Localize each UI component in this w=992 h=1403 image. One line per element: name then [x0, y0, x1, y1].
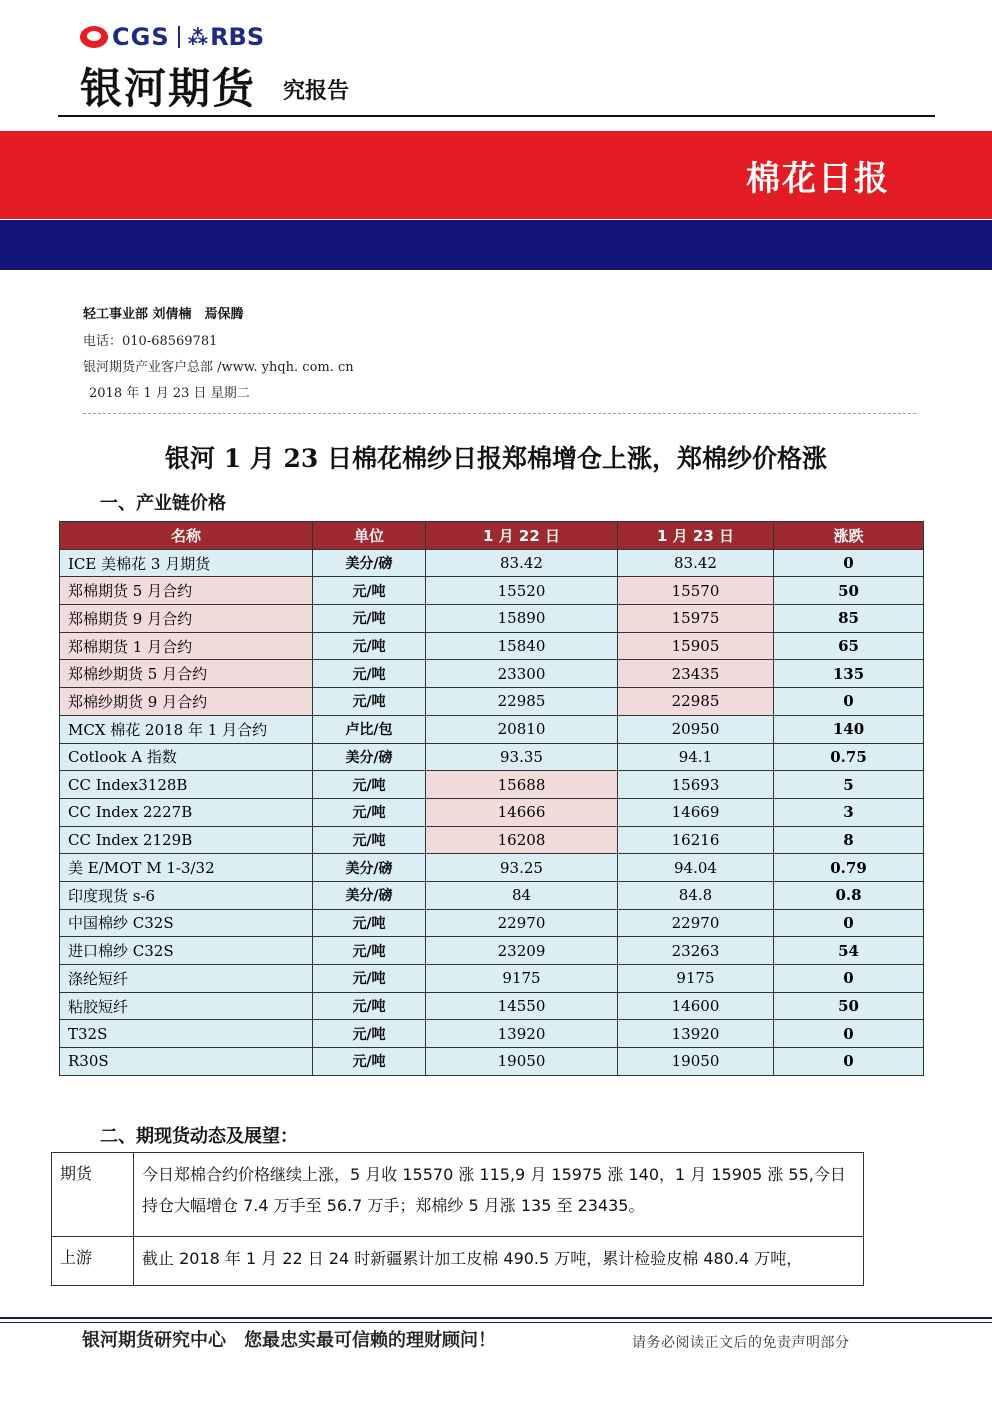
row-jan22: 83.42 — [426, 549, 618, 577]
row-jan23: 9175 — [618, 965, 774, 993]
row-jan22: 19050 — [426, 1048, 618, 1076]
row-change: 0 — [774, 1020, 924, 1048]
row-change: 0.79 — [774, 854, 924, 882]
report-type-title: 棉花日报 — [746, 159, 890, 199]
row-jan23: 94.04 — [618, 854, 774, 882]
col-header-change: 涨跌 — [774, 522, 924, 550]
row-unit: 元/吨 — [313, 577, 426, 605]
table-row — [60, 909, 924, 937]
row-jan23: 23435 — [618, 660, 774, 688]
row-jan22: 14550 — [426, 992, 618, 1020]
footer-rule — [0, 1317, 992, 1319]
row-change: 50 — [774, 992, 924, 1020]
row-jan23: 13920 — [618, 1020, 774, 1048]
row-unit: 元/吨 — [313, 798, 426, 826]
row-unit: 美分/磅 — [313, 743, 426, 771]
row-change: 0 — [774, 688, 924, 716]
row-jan23: 15975 — [618, 605, 774, 633]
row-jan23: 14600 — [618, 992, 774, 1020]
row-name: CC Index 2227B — [60, 798, 313, 826]
brand-name: 银河期货 — [80, 64, 257, 113]
table-row — [60, 937, 924, 965]
row-jan22: 93.25 — [426, 854, 618, 882]
market-dynamics-table — [51, 1152, 864, 1286]
row-unit: 元/吨 — [313, 688, 426, 716]
authors: 轻工事业部 刘倩楠 焉保腾 — [83, 307, 244, 322]
table-row — [60, 632, 924, 660]
row-change: 3 — [774, 798, 924, 826]
table-row — [60, 992, 924, 1020]
row-unit: 元/吨 — [313, 632, 426, 660]
row-jan23: 19050 — [618, 1048, 774, 1076]
row-jan22: 15520 — [426, 577, 618, 605]
row-jan22: 23209 — [426, 937, 618, 965]
row-unit: 美分/磅 — [313, 881, 426, 909]
row-unit: 元/吨 — [313, 1020, 426, 1048]
row-unit: 元/吨 — [313, 965, 426, 993]
row-jan22: 16208 — [426, 826, 618, 854]
row-jan22: 15840 — [426, 632, 618, 660]
table-row — [60, 854, 924, 882]
company-logo — [80, 22, 264, 52]
row-name: 郑棉纱期货 5 月合约 — [60, 660, 313, 688]
website[interactable]: 银河期货产业客户总部 /www. yhqh. com. cn — [83, 360, 354, 375]
row-jan23: 15570 — [618, 577, 774, 605]
row-name: 中国棉纱 C32S — [60, 909, 313, 937]
row-jan22: 20810 — [426, 715, 618, 743]
table-row — [60, 549, 924, 577]
row-name: T32S — [60, 1020, 313, 1048]
dyn-label-upstream: 上游 — [52, 1237, 134, 1286]
row-change: 65 — [774, 632, 924, 660]
table-row — [60, 965, 924, 993]
row-unit: 元/吨 — [313, 826, 426, 854]
row-unit: 元/吨 — [313, 937, 426, 965]
row-jan23: 22970 — [618, 909, 774, 937]
price-table-header — [60, 522, 924, 550]
row-jan23: 23263 — [618, 937, 774, 965]
row-unit: 卢比/包 — [313, 715, 426, 743]
table-row — [60, 577, 924, 605]
navy-band — [0, 220, 992, 270]
logo-cgs-text: CGS — [112, 23, 170, 51]
table-row — [60, 771, 924, 799]
row-unit: 元/吨 — [313, 1048, 426, 1076]
row-name: R30S — [60, 1048, 313, 1076]
section2-heading: 二、期现货动态及展望： — [100, 1126, 298, 1147]
row-change: 5 — [774, 771, 924, 799]
row-name: CC Index 2129B — [60, 826, 313, 854]
row-jan22: 15890 — [426, 605, 618, 633]
row-change: 140 — [774, 715, 924, 743]
footer-slogan: 银河期货研究中心 您最忠实最可信赖的理财顾问！ — [82, 1330, 496, 1351]
row-jan23: 84.8 — [618, 881, 774, 909]
table-row — [60, 798, 924, 826]
row-jan22: 23300 — [426, 660, 618, 688]
row-change: 50 — [774, 577, 924, 605]
footer-disclaimer-note: 请务必阅读正文后的免责声明部分 — [632, 1335, 850, 1351]
table-row — [60, 1048, 924, 1076]
table-row — [60, 605, 924, 633]
table-row — [60, 881, 924, 909]
table-row — [52, 1237, 864, 1286]
table-row — [60, 826, 924, 854]
row-name: 郑棉期货 5 月合约 — [60, 577, 313, 605]
row-name: 涤纶短纤 — [60, 965, 313, 993]
row-unit: 元/吨 — [313, 605, 426, 633]
row-jan22: 93.35 — [426, 743, 618, 771]
section1-heading: 一、产业链价格 — [100, 493, 226, 514]
rbs-mark-icon: ⁂ — [187, 25, 209, 49]
row-unit: 美分/磅 — [313, 854, 426, 882]
row-change: 0 — [774, 965, 924, 993]
table-row — [60, 660, 924, 688]
row-change: 0 — [774, 1048, 924, 1076]
report-title: 银河 1 月 23 日棉花棉纱日报郑棉增仓上涨，郑棉纱价格涨 — [164, 444, 827, 473]
report-date: 2018 年 1 月 23 日 星期二 — [89, 386, 250, 401]
table-row — [52, 1153, 864, 1237]
col-header-unit: 单位 — [313, 522, 426, 550]
row-name: MCX 棉花 2018 年 1 月合约 — [60, 715, 313, 743]
table-row — [60, 715, 924, 743]
row-unit: 元/吨 — [313, 771, 426, 799]
row-jan22: 84 — [426, 881, 618, 909]
row-jan22: 14666 — [426, 798, 618, 826]
row-jan22: 22970 — [426, 909, 618, 937]
logo-rbs-text: RBS — [210, 23, 265, 51]
logo-divider — [178, 26, 180, 48]
row-name: 美 E/MOT M 1-3/32 — [60, 854, 313, 882]
row-change: 8 — [774, 826, 924, 854]
row-change: 0.8 — [774, 881, 924, 909]
row-change: 0 — [774, 549, 924, 577]
col-header-jan22: 1 月 22 日 — [426, 522, 618, 550]
row-jan23: 16216 — [618, 826, 774, 854]
brand-subtitle: 究报告 — [283, 79, 350, 104]
row-name: 郑棉期货 9 月合约 — [60, 605, 313, 633]
row-jan22: 15688 — [426, 771, 618, 799]
red-title-band — [0, 131, 992, 219]
table-row — [60, 688, 924, 716]
row-unit: 元/吨 — [313, 660, 426, 688]
row-unit: 元/吨 — [313, 992, 426, 1020]
row-name: 粘胶短纤 — [60, 992, 313, 1020]
row-jan23: 20950 — [618, 715, 774, 743]
dashed-divider — [83, 413, 916, 414]
header-rule — [58, 115, 935, 117]
row-jan23: 83.42 — [618, 549, 774, 577]
row-name: 进口棉纱 C32S — [60, 937, 313, 965]
table-row — [60, 1020, 924, 1048]
row-change: 85 — [774, 605, 924, 633]
row-name: Cotlook A 指数 — [60, 743, 313, 771]
row-jan23: 14669 — [618, 798, 774, 826]
row-jan23: 15905 — [618, 632, 774, 660]
row-change: 54 — [774, 937, 924, 965]
row-jan22: 9175 — [426, 965, 618, 993]
cgs-swirl-icon — [80, 26, 108, 48]
row-jan23: 94.1 — [618, 743, 774, 771]
phone: 电话：010-68569781 — [83, 334, 218, 349]
row-change: 0.75 — [774, 743, 924, 771]
row-jan22: 13920 — [426, 1020, 618, 1048]
row-name: CC Index3128B — [60, 771, 313, 799]
footer-rule-thin — [0, 1322, 992, 1323]
row-jan23: 15693 — [618, 771, 774, 799]
row-name: ICE 美棉花 3 月期货 — [60, 549, 313, 577]
row-change: 135 — [774, 660, 924, 688]
dyn-text-futures: 今日郑棉合约价格继续上涨，5 月收 15570 涨 115,9 月 15975 涨 140，1 月 15905 涨 55,今日持仓大幅增仓 7.4 万手至 56.7 万手；郑棉纱 5 月涨 135 至 23435。 — [134, 1153, 864, 1237]
price-table — [59, 521, 924, 1076]
col-header-jan23: 1 月 23 日 — [618, 522, 774, 550]
row-jan22: 22985 — [426, 688, 618, 716]
dyn-text-upstream: 截止 2018 年 1 月 22 日 24 时新疆累计加工皮棉 490.5 万吨，累计检验皮棉 480.4 万吨， — [134, 1237, 864, 1286]
row-name: 印度现货 s-6 — [60, 881, 313, 909]
row-name: 郑棉纱期货 9 月合约 — [60, 688, 313, 716]
row-unit: 元/吨 — [313, 909, 426, 937]
row-unit: 美分/磅 — [313, 549, 426, 577]
row-jan23: 22985 — [618, 688, 774, 716]
col-header-name: 名称 — [60, 522, 313, 550]
row-name: 郑棉期货 1 月合约 — [60, 632, 313, 660]
dyn-label-futures: 期货 — [52, 1153, 134, 1237]
row-change: 0 — [774, 909, 924, 937]
table-row — [60, 743, 924, 771]
